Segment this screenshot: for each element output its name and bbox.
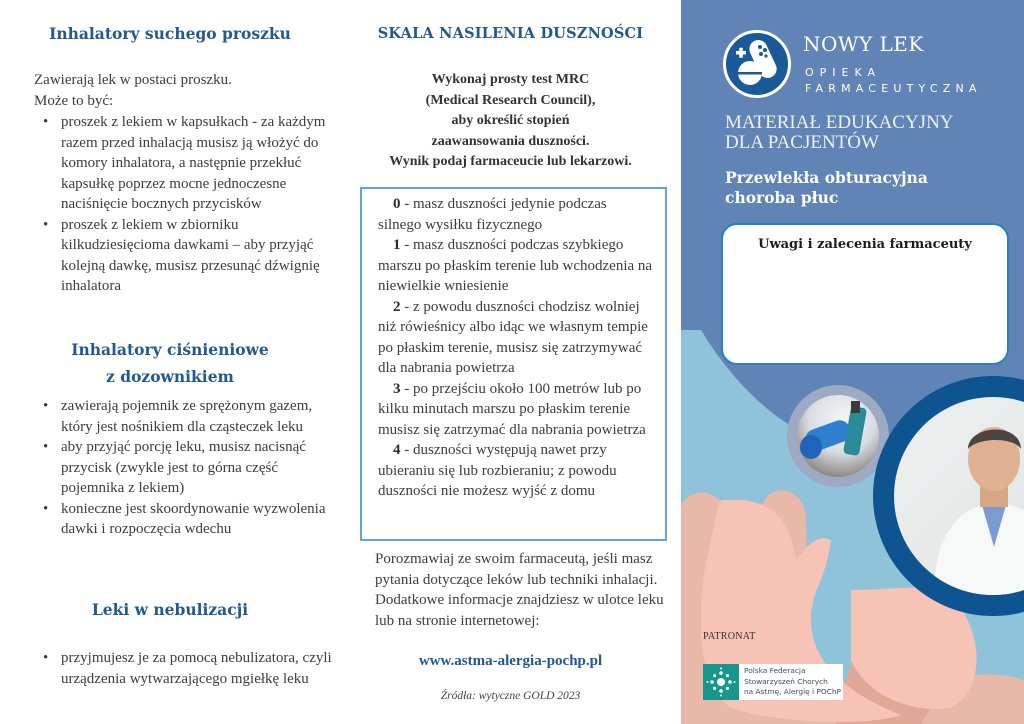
mrc-intro-line: zaawansowania duszności. xyxy=(431,133,590,149)
federation-name-line2: Stowarzyszeń Chorych xyxy=(744,676,828,686)
pressurized-heading-line2: z dozownikiem xyxy=(106,367,234,386)
scale-item-0 xyxy=(378,194,653,235)
pharmacist-notes-title: Uwagi i zalecenia farmaceuty xyxy=(758,237,972,252)
pharmacist-notes-box[interactable] xyxy=(721,223,1009,365)
pressurized-inhaler-heading xyxy=(0,336,340,390)
scale-item-4 xyxy=(378,440,653,502)
dyspnea-scale-heading: SKALA NASILENIA DUSZNOŚCI xyxy=(377,25,644,42)
scale-grade: 3 xyxy=(393,380,401,397)
pressurized-list xyxy=(35,396,335,540)
mrc-intro-line: Wykonaj prosty test MRC xyxy=(431,72,590,87)
sources-note: Źródła: wytyczne GOLD 2023 xyxy=(440,690,581,702)
scale-item-3 xyxy=(378,379,653,441)
pills-capsule-icon xyxy=(726,33,788,95)
federation-name-line1: Polska Federacja xyxy=(744,666,806,675)
scale-description: - z powodu duszności chodzisz wolniej niż rówieśnicy albo idąc we własnym tempie po płaskim terenie, musisz się zatrzymywać dla nabrania powietrza xyxy=(378,298,648,376)
list-item: • proszek z lekiem w kapsułkach - za każdym razem przed inhalacją musisz ją włożyć do komory inhalatora, a następnie przekłuć kapsułkę poprzez mocne jednoczesne naciśnięcie bocznych przycisków xyxy=(35,112,335,215)
patronage-label: PATRONAT xyxy=(703,631,756,642)
website-link[interactable]: www.astma-alergia-pochp.pl xyxy=(418,653,603,669)
dry-powder-list xyxy=(35,112,335,297)
brand-subtitle-line1: OPIEKA xyxy=(805,66,882,79)
scale-grade: 4 xyxy=(393,442,401,458)
list-item: • zawierają pojemnik ze sprężonym gazem, który jest nośnikiem dla cząsteczek leku xyxy=(35,396,335,437)
dry-powder-intro-line1: Zawierają lek w postaci proszku. xyxy=(34,72,232,88)
federation-logo xyxy=(703,664,843,700)
brand-name: NOWY LEK xyxy=(803,32,924,56)
list-item: • konieczne jest skoordynowanie wyzwolenia dawki i rozpoczęcia wdechu xyxy=(35,499,335,540)
mrc-intro-line: (Medical Research Council), xyxy=(425,92,596,108)
dry-powder-intro xyxy=(34,70,334,111)
list-item: • aby przyjąć porcję leku, musisz nacisnąć przycisk (zwykle jest to górna część pojemnika z lekiem) xyxy=(35,437,335,499)
scale-description: - masz duszności podczas szybkiego marszu po płaskim terenie lub wchodzenia na niewielkie wniesienie xyxy=(378,237,653,294)
scale-description: - duszności występują nawet przy ubieraniu się lub rozbieraniu; z powodu duszności nie możesz wyjść z domu xyxy=(378,442,617,499)
edu-title-line2: DLA PACJENTÓW xyxy=(725,132,879,153)
consult-pharmacist-text: Porozmawiaj ze swoim farmaceutą, jeśli masz pytania dotyczące leków lub techniki inhalacji. Dodatkowe informacje znajdziesz w ulotce leku lub na stronie internetowej: xyxy=(375,551,664,629)
mrc-intro-line: Wynik podaj farmaceucie lub lekarzowi. xyxy=(389,154,632,169)
inhaler-image xyxy=(797,395,879,477)
pressurized-heading-line1: Inhalatory ciśnieniowe xyxy=(71,340,269,359)
mrc-intro-line: aby określić stopień xyxy=(451,113,570,128)
dry-powder-column xyxy=(0,0,340,724)
dyspnea-scale-column xyxy=(340,0,681,724)
nebulization-list xyxy=(35,648,335,689)
list-item: • przyjmujesz je za pomocą nebulizatora, czyli urządzenia wytwarzającego mgiełkę leku xyxy=(35,648,335,689)
disease-title xyxy=(725,168,928,208)
scale-grade: 1 xyxy=(393,237,401,253)
mrc-scale-box xyxy=(360,187,667,541)
brand-subtitle-line2: FARMACEUTYCZNA xyxy=(805,82,982,95)
federation-name xyxy=(739,664,841,700)
edu-title-line1: MATERIAŁ EDUKACYJNY xyxy=(725,112,954,133)
scale-description: - po przejściu około 100 metrów lub po kilku minutach marszu po płaskim terenie musisz się zatrzymać dla nabrania powietrza xyxy=(378,380,646,438)
scale-grade: 0 xyxy=(393,196,401,212)
federation-name-line3: na Astmę, Alergię i POChP xyxy=(744,687,841,696)
dry-powder-intro-line2: Może to być: xyxy=(34,92,114,109)
inhaler-photo xyxy=(787,385,889,487)
nowy-lek-logo xyxy=(723,30,791,98)
educational-material-title xyxy=(725,113,954,153)
mrc-test-intro xyxy=(340,70,681,173)
list-item: • proszek z lekiem w zbiorniku kilkudziesięcioma dawkami – aby przyjąć kolejną dawkę, musisz przesunąć dźwignię inhalatora xyxy=(35,215,335,297)
federation-dots-icon xyxy=(703,664,739,700)
cover-panel xyxy=(681,0,1024,724)
scale-item-2 xyxy=(378,297,653,379)
dry-powder-heading: Inhalatory suchego proszku xyxy=(49,24,291,43)
scale-description: - masz duszności jedynie podczas silnego wysiłku fizycznego xyxy=(378,196,607,233)
scale-item-1 xyxy=(378,235,653,297)
scale-grade: 2 xyxy=(393,298,401,315)
disease-title-line1: Przewlekła obturacyjna xyxy=(725,168,928,187)
disease-title-line2: choroba płuc xyxy=(725,188,839,207)
nebulization-heading: Leki w nebulizacji xyxy=(91,600,249,619)
